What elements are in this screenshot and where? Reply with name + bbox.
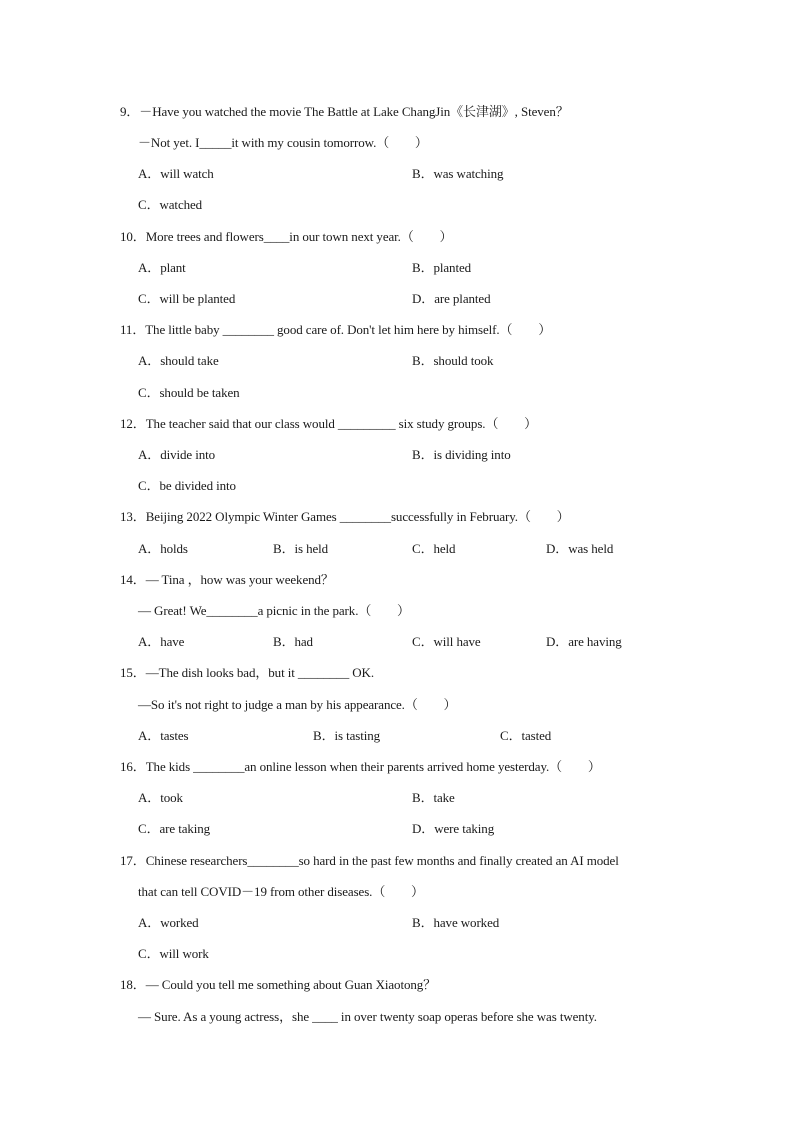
question-15-option-a: A．tastes xyxy=(138,728,189,743)
question-16-option-b: B．take xyxy=(412,790,455,805)
question-13-stem: 13．Beijing 2022 Olympic Winter Games ________successfully in February.（ ） xyxy=(120,509,570,524)
question-11-stem: 11．The little baby ________ good care of. Don't let him here by himself.（ ） xyxy=(120,322,552,337)
question-14-option-d: D．are having xyxy=(546,634,622,649)
question-9-stem: 9．－Have you watched the movie The Battle at Lake ChangJin《长津湖》, Steven？ xyxy=(120,104,569,119)
question-10-option-c: C．will be planted xyxy=(138,291,236,306)
question-13-option-c: C．held xyxy=(412,541,456,556)
question-14-option-b: B．had xyxy=(273,634,313,649)
question-11-option-c: C．should be taken xyxy=(138,385,240,400)
question-10-option-b: B．planted xyxy=(412,260,472,275)
question-14-option-a: A．have xyxy=(138,634,185,649)
question-15-option-c: C．tasted xyxy=(500,728,552,743)
question-18-stem-line2: — Sure. As a young actress，she ____ in over twenty soap operas before she was twenty. xyxy=(138,1009,597,1024)
question-13-option-b: B．is held xyxy=(273,541,329,556)
question-17-option-c: C．will work xyxy=(138,946,209,961)
question-9-option-b: B．was watching xyxy=(412,166,504,181)
question-12-option-b: B．is dividing into xyxy=(412,447,511,462)
question-17-stem-line2: that can tell COVID－19 from other diseases.（ ） xyxy=(138,884,424,899)
question-17-option-b: B．have worked xyxy=(412,915,500,930)
question-11-option-a: A．should take xyxy=(138,353,219,368)
question-16-option-a: A．took xyxy=(138,790,183,805)
question-16-option-c: C．are taking xyxy=(138,821,211,836)
question-9-option-a: A．will watch xyxy=(138,166,214,181)
question-18-stem: 18．— Could you tell me something about Guan Xiaotong？ xyxy=(120,977,437,992)
question-14-stem: 14．— Tina ，how was your weekend？ xyxy=(120,572,334,587)
question-12-option-c: C．be divided into xyxy=(138,478,236,493)
question-10-option-d: D．are planted xyxy=(412,291,491,306)
question-14-option-c: C．will have xyxy=(412,634,481,649)
question-15-option-b: B．is tasting xyxy=(313,728,381,743)
question-12-stem: 12．The teacher said that our class would _________ six study groups.（ ） xyxy=(120,416,538,431)
question-16-stem: 16．The kids ________an online lesson when their parents arrived home yesterday.（ ） xyxy=(120,759,601,774)
question-14-stem-line2: — Great! We________a picnic in the park.（ ） xyxy=(138,603,410,618)
question-11-option-b: B．should took xyxy=(412,353,494,368)
question-17-stem: 17．Chinese researchers________so hard in the past few months and finally created an AI model xyxy=(120,853,619,868)
question-16-option-d: D．were taking xyxy=(412,821,495,836)
question-9-option-c: C．watched xyxy=(138,197,203,212)
question-12-option-a: A．divide into xyxy=(138,447,216,462)
question-10-stem: 10．More trees and flowers____in our town next year.（ ） xyxy=(120,229,453,244)
question-9-stem-line2: －Not yet. I_____it with my cousin tomorrow.（ ） xyxy=(138,135,428,150)
question-17-option-a: A．worked xyxy=(138,915,199,930)
question-15-stem: 15．—The dish looks bad，but it ________ OK. xyxy=(120,665,374,680)
question-13-option-a: A．holds xyxy=(138,541,188,556)
question-15-stem-line2: —So it's not right to judge a man by his appearance.（ ） xyxy=(138,697,457,712)
question-10-option-a: A．plant xyxy=(138,260,186,275)
question-13-option-d: D．was held xyxy=(546,541,614,556)
